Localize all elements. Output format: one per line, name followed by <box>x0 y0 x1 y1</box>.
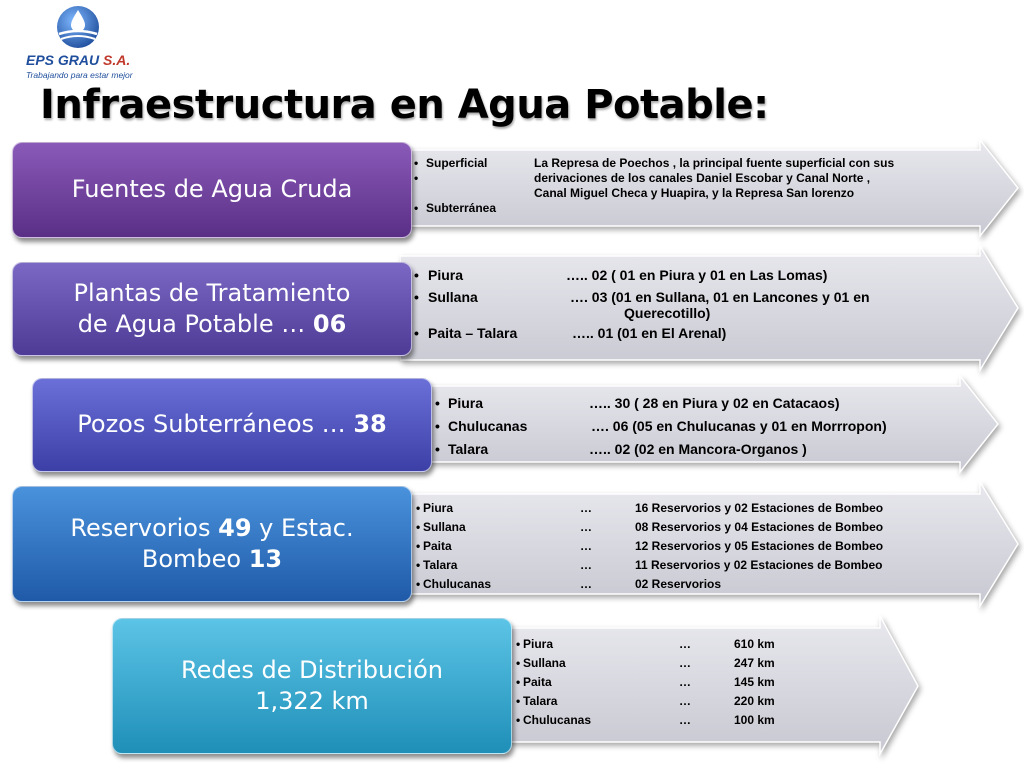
redes-item-dots: … <box>679 656 691 670</box>
fuentes-line2: derivaciones de los canales Daniel Escobar y Canal Norte , <box>534 171 871 185</box>
pozos-item-name: Talara <box>448 441 489 457</box>
redes-row <box>516 656 876 675</box>
redes-item-name: Chulucanas <box>523 713 592 727</box>
reservorios-item-value: 16 Reservorios y 02 Estaciones de Bombeo <box>635 501 884 515</box>
reservorios-label-a: Reservorios <box>70 513 211 542</box>
pozos-label: Pozos Subterráneos … <box>77 410 346 439</box>
redes-row <box>516 675 876 694</box>
box-plantas <box>12 262 412 356</box>
reservorios-row <box>416 501 956 520</box>
redes-row <box>516 694 876 713</box>
plantas-item-name: Piura <box>428 267 464 283</box>
bullet-icon: • <box>416 558 421 572</box>
fuentes-subterranea: Subterránea <box>426 201 497 215</box>
reservorios-item-dots: … <box>580 539 592 553</box>
redes-item-value: 145 km <box>734 675 775 689</box>
redes-item-value: 610 km <box>734 637 775 651</box>
redes-list <box>516 637 876 732</box>
reservorios-row <box>416 577 956 596</box>
redes-row <box>516 713 876 732</box>
fuentes-label: Fuentes de Agua Cruda <box>71 175 353 204</box>
reservorios-item-value: 08 Reservorios y 04 Estaciones de Bombeo <box>635 520 884 534</box>
bullet-icon: • <box>516 713 521 727</box>
plantas-item-value: ….. 01 (01 en El Arenal) <box>572 325 727 341</box>
reservorios-item-value: 02 Reservorios <box>635 577 722 591</box>
bullet-icon: • <box>516 675 521 689</box>
water-drop-logo-icon <box>53 4 103 50</box>
reservorios-row <box>416 539 956 558</box>
plantas-list: • Piura ….. 02 ( 01 en Piura y 01 en Las Lomas) • Sullana …. 03 (01 en Sullana, 01 en Lancones y 01 en Querecotillo) • Paita – Talara ….. 01 (01 en El Arenal) <box>414 267 870 341</box>
reservorios-item-value: 11 Reservorios y 02 Estaciones de Bombeo <box>635 558 883 572</box>
reservorios-item-dots: … <box>580 501 592 515</box>
redes-item-name: Paita <box>523 675 552 689</box>
plantas-label-line1: Plantas de Tratamiento <box>73 278 351 307</box>
pozos-item-value: …. 06 (05 en Chulucanas y 01 en Morrropon) <box>591 418 887 434</box>
redes-item-name: Piura <box>523 637 554 651</box>
redes-label-line2: 1,322 km <box>255 687 369 715</box>
plantas-item-value-cont: Querecotillo) <box>624 305 711 321</box>
pozos-item-value: ….. 30 ( 28 en Piura y 02 en Catacaos) <box>589 395 840 411</box>
redes-label-line1: Redes de Distribución <box>181 655 443 684</box>
redes-row <box>516 637 876 656</box>
pozos-item-value: ….. 02 (02 en Mancora-Organos ) <box>589 441 807 457</box>
fuentes-list: • Superficial La Represa de Poechos , la principal fuente superficial con sus • derivaciones de los canales Daniel Escobar y Canal Norte , Canal Miguel Checa y Huapira, y la Represa San lorenzo • Subterránea <box>414 156 895 215</box>
redes-item-dots: … <box>679 713 691 727</box>
reservorios-count-b: 13 <box>248 545 283 573</box>
redes-item-dots: … <box>679 675 691 689</box>
bullet-icon: • <box>416 577 421 591</box>
reservorios-item-name: Paita <box>423 539 452 553</box>
reservorios-item-dots: … <box>580 520 592 534</box>
reservorios-label-b: y Estac. <box>259 513 354 542</box>
box-pozos <box>32 378 432 472</box>
pozos-item-name: Chulucanas <box>448 418 528 434</box>
reservorios-row <box>416 520 956 539</box>
bullet-icon: • <box>516 637 521 651</box>
redes-item-dots: … <box>679 637 691 651</box>
reservorios-count-a: 49 <box>218 513 252 542</box>
redes-item-name: Sullana <box>523 656 566 670</box>
redes-item-value: 100 km <box>734 713 775 727</box>
logo-name: EPS GRAU S.A. <box>26 52 131 68</box>
plantas-item-name: Sullana <box>428 289 478 305</box>
redes-item-dots: … <box>679 694 691 708</box>
box-reservorios <box>12 486 412 602</box>
plantas-count: 06 <box>312 310 347 338</box>
fuentes-line1: La Represa de Poechos , la principal fuente superficial con sus <box>534 156 895 170</box>
plantas-item-name: Paita – Talara <box>428 325 518 341</box>
box-fuentes <box>12 142 412 238</box>
page-title: Infraestructura en Agua Potable: <box>40 82 769 128</box>
pozos-list: • Piura ….. 30 ( 28 en Piura y 02 en Catacaos) • Chulucanas …. 06 (05 en Chulucanas y 01 en Morrropon) • Talara ….. 02 (02 en Mancora-Organos ) <box>435 395 887 457</box>
company-logo <box>26 4 138 80</box>
reservorios-item-name: Talara <box>423 558 458 572</box>
redes-item-value: 247 km <box>734 656 775 670</box>
reservorios-row <box>416 558 956 577</box>
reservorios-item-value: 12 Reservorios y 05 Estaciones de Bombeo <box>635 539 884 553</box>
reservorios-item-dots: … <box>580 577 592 591</box>
redes-item-value: 220 km <box>734 694 775 708</box>
reservorios-label-c: Bombeo <box>141 545 242 573</box>
bullet-icon: • <box>416 539 421 553</box>
reservorios-item-name: Piura <box>423 501 454 515</box>
reservorios-list <box>416 501 956 596</box>
redes-item-name: Talara <box>523 694 558 708</box>
logo-tagline: Trabajando para estar mejor <box>26 70 133 80</box>
reservorios-item-dots: … <box>580 558 592 572</box>
reservorios-item-name: Sullana <box>423 520 466 534</box>
reservorios-item-name: Chulucanas <box>423 577 492 591</box>
bullet-icon: • <box>416 520 421 534</box>
bullet-icon: • <box>516 656 521 670</box>
plantas-label-line2: de Agua Potable … <box>77 310 306 338</box>
box-redes <box>112 618 512 754</box>
bullet-icon: • <box>416 501 421 515</box>
bullet-icon: • <box>516 694 521 708</box>
pozos-item-name: Piura <box>448 395 484 411</box>
plantas-item-value: ….. 02 ( 01 en Piura y 01 en Las Lomas) <box>566 267 828 283</box>
fuentes-line3: Canal Miguel Checa y Huapira, y la Represa San lorenzo <box>534 186 855 200</box>
pozos-count: 38 <box>353 410 387 439</box>
fuentes-superficial: Superficial <box>426 156 488 170</box>
plantas-item-value: …. 03 (01 en Sullana, 01 en Lancones y 01 en <box>570 289 870 305</box>
